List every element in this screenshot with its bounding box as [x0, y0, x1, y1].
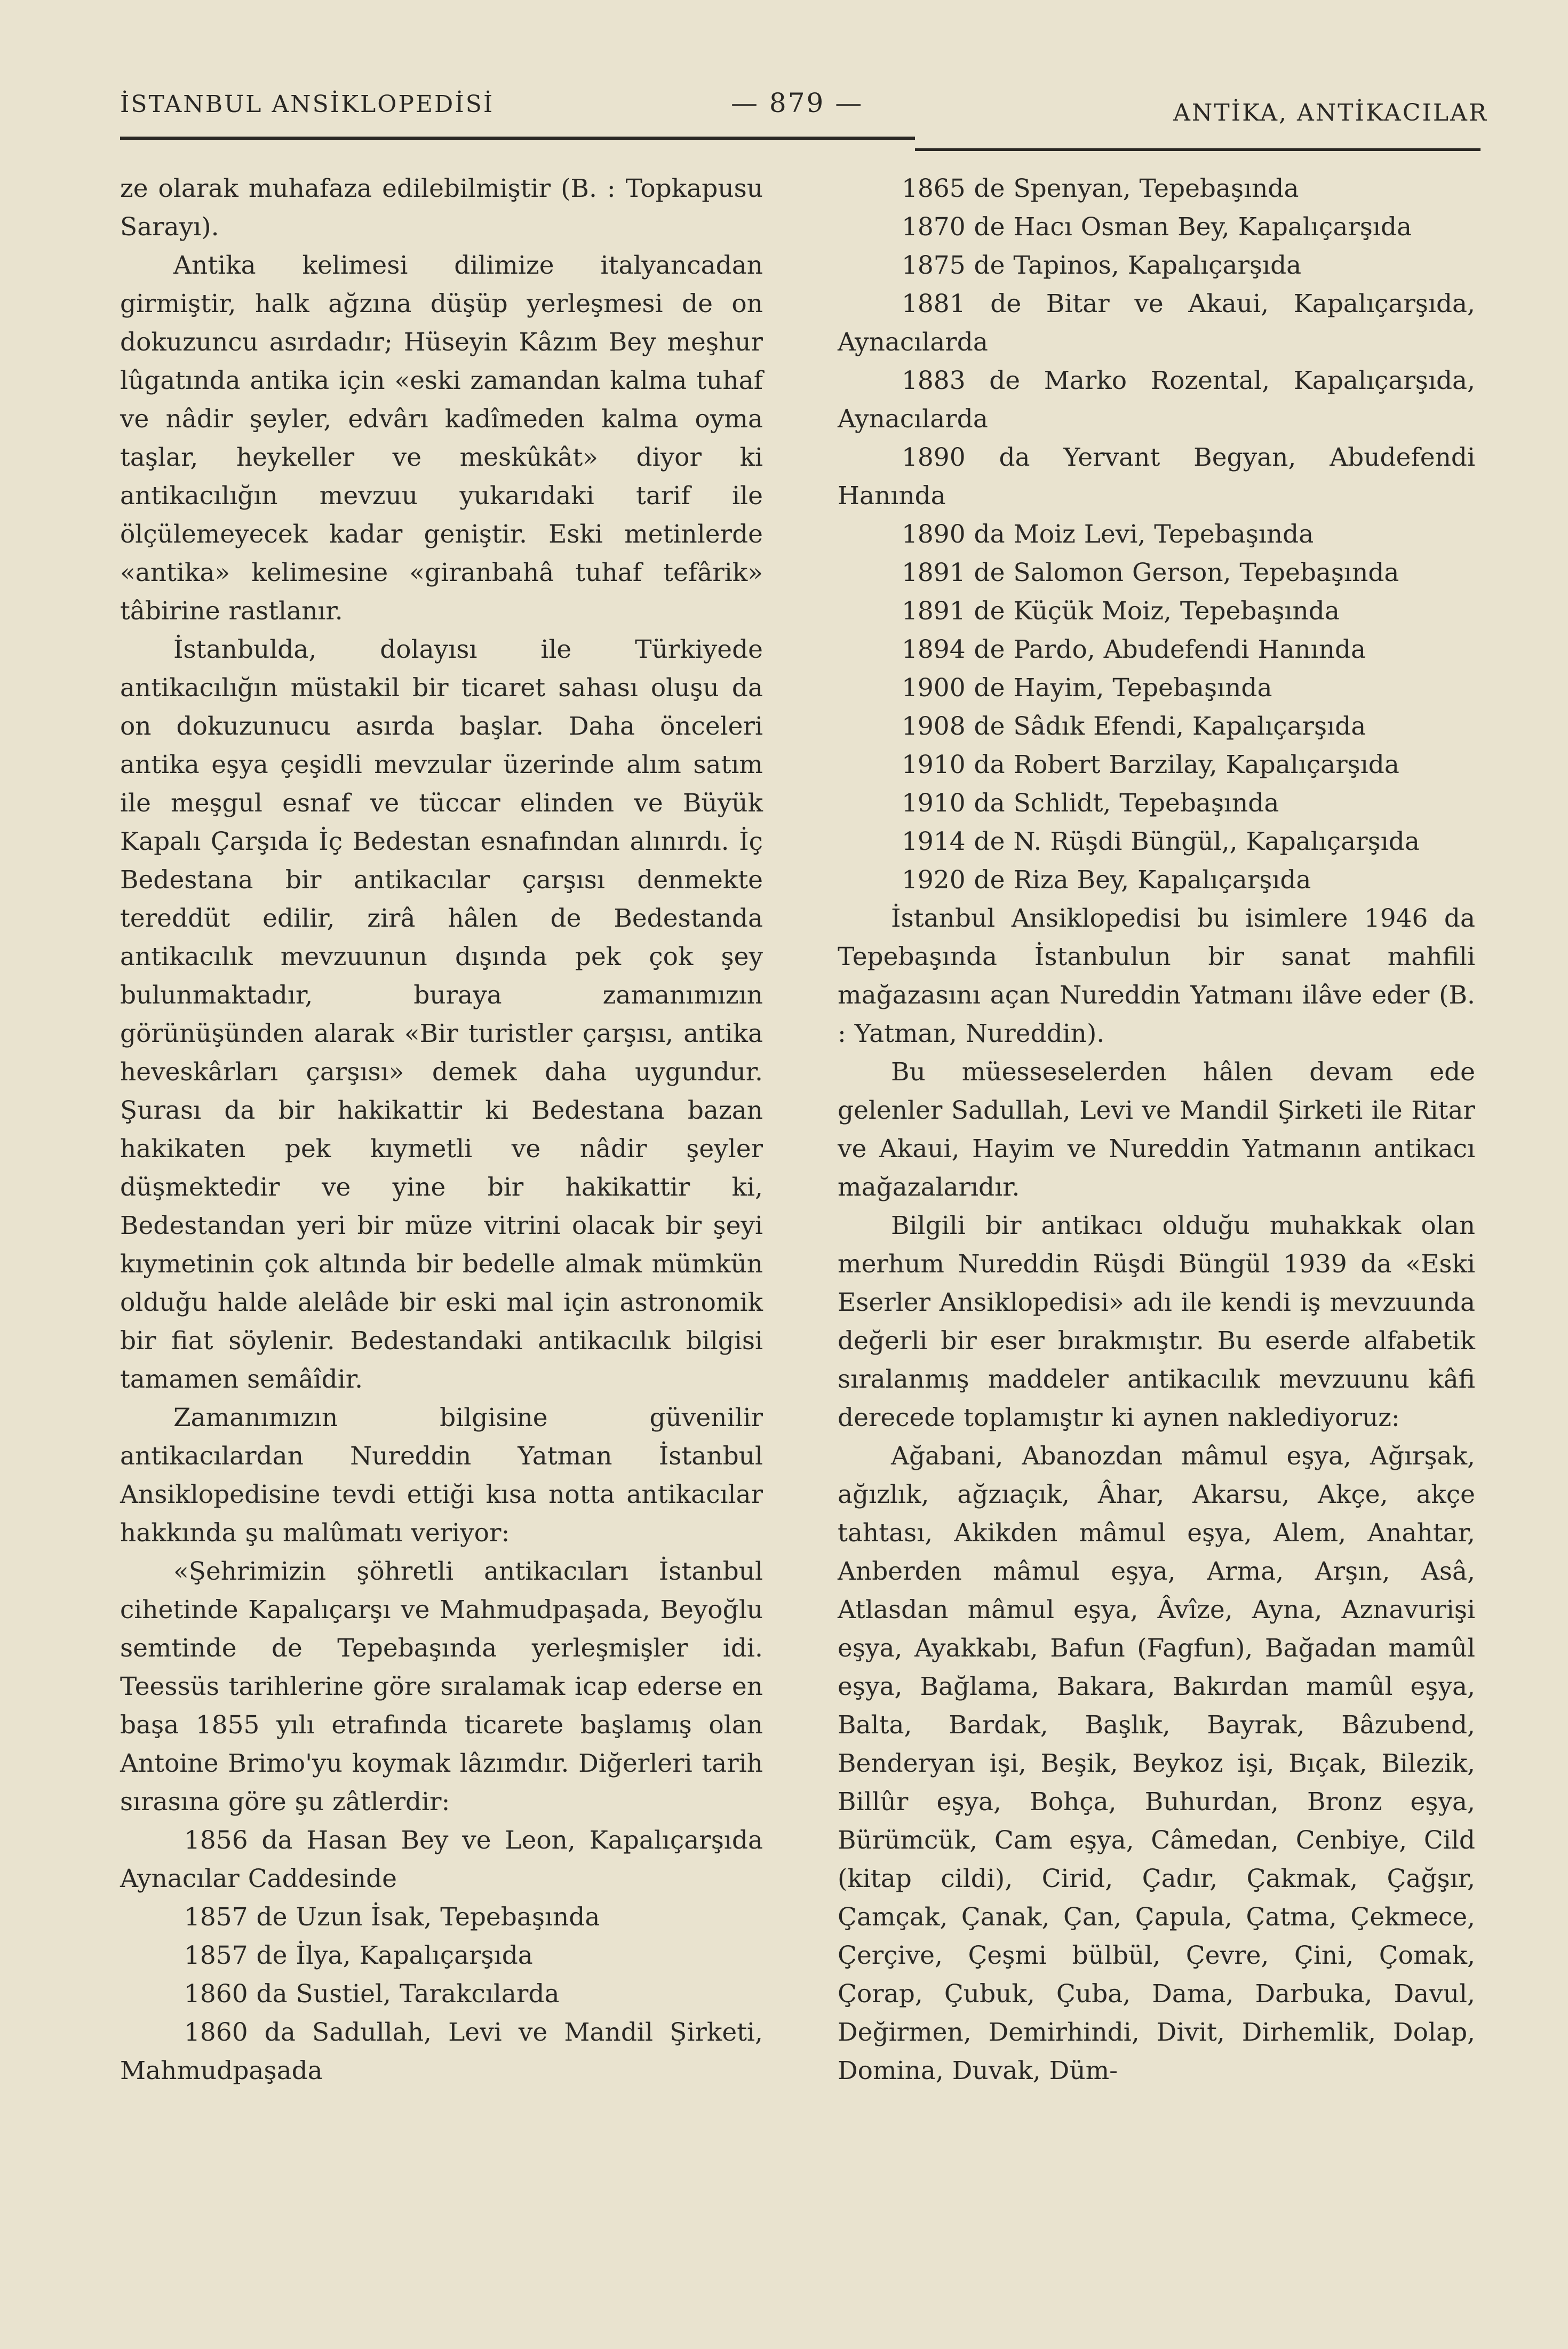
- paragraph: Bu müesseselerden hâlen devam ede gelenler Sadullah, Levi ve Mandil Şirketi ile Ritar ve Akaui, Hayim ve Nureddin Yatmanın antikacı mağazalarıdır.: [838, 1057, 1475, 1202]
- paragraph: İstanbulda, dolayısı ile Türkiyede antikacılığın müstakil bir ticaret sahası oluşu da on dokuzunucu asırda başlar. Daha önceleri antika eşya çeşidli mevzular üzerinde alım satım ile meşgul esnaf ve tüccar elinden ve Büyük Kapalı Çarşıda İç Bedestan esnafından alınırdı. İç Bedestana bir antikacılar çarşısı denmekte tereddüt edilir, zirâ hâlen de Bedestanda antikacılık mevzuunun dışında pek çok şey bulunmaktadır, buraya zamanımızın görünüşünden alarak «Bir turistler çarşısı, antika heveskârları çarşısı» demek daha uygundur. Şurası da bir hakikattir ki Bedestana bazan hakikaten pek kıymetli ve nâdir şeyler düşmektedir ve yine bir hakikattir ki, Bedestandan yeri bir müze vitrini olacak bir şeyi kıymetinin çok altında bir bedelle almak mümkün olduğu halde alelâde bir eski mal için astronomik bir fiat söylenir. Bedestandaki antikacılık bilgisi tamamen semâîdir.: [120, 635, 763, 1394]
- paragraph: Bilgili bir antikacı olduğu muhakkak olan merhum Nureddin Rüşdi Büngül 1939 da «Eski Eserler Ansiklopedisi» adı ile kendi iş mevzuunda değerli bir eser bırakmıştır. Bu eserde alfabetik sıralanmış maddeler antikacılık mevzuunu kâfi derecede toplamıştır ki aynen naklediyoruz:: [838, 1211, 1475, 1432]
- left-column: [120, 170, 763, 2090]
- list-entry: 1910 da Schlidt, Tepebaşında: [902, 789, 1279, 818]
- list-entry: 1870 de Hacı Osman Bey, Kapalıçarşıda: [902, 212, 1412, 242]
- header-publication: İSTANBUL ANSİKLOPEDİSİ: [120, 91, 495, 118]
- list-entry: 1910 da Robert Barzilay, Kapalıçarşıda: [902, 750, 1399, 779]
- list-entry: 1890 da Yervant Begyan, Abudefendi Hanında: [838, 443, 1475, 511]
- list-entry: 1860 da Sustiel, Tarakcılarda: [184, 1979, 560, 2009]
- list-entry: 1890 da Moiz Levi, Tepebaşında: [902, 520, 1314, 549]
- paragraph: Ağabani, Abanozdan mâmul eşya, Ağırşak, ağızlık, ağzıaçık, Âhar, Akarsu, Akçe, akçe tahtası, Akikden mâmul eşya, Alem, Anahtar, Anberden mâmul eşya, Arma, Arşın, Asâ, Atlasdan mâmul eşya, Âvîze, Ayna, Aznavurişi eşya, Ayakkabı, Bafun (Fagfun), Bağadan mamûl eşya, Bağlama, Bakara, Bakırdan mamûl eşya, Balta, Bardak, Başlık, Bayrak, Bâzubend, Benderyan işi, Beşik, Beykoz işi, Bıçak, Bilezik, Billûr eşya, Bohça, Buhurdan, Bronz eşya, Bürümcük, Cam eşya, Câmedan, Cenbiye, Cild (kitap cildi), Cirid, Çadır, Çakmak, Çağşır, Çamçak, Çanak, Çan, Çapula, Çatma, Çekmece, Çerçive, Çeşmi bülbül, Çevre, Çini, Çomak, Çorap, Çubuk, Çuba, Dama, Darbuka, Davul, Değirmen, Demirhindi, Divit, Dirhemlik, Dolap, Domina, Duvak, Düm-: [838, 1442, 1475, 2085]
- list-entry: 1856 da Hasan Bey ve Leon, Kapalıçarşıda Aynacılar Caddesinde: [120, 1826, 763, 1893]
- page-number: — 879 —: [731, 87, 864, 118]
- list-entry: 1857 de İlya, Kapalıçarşıda: [184, 1941, 533, 1970]
- right-column: [838, 170, 1475, 2090]
- header-rule-left: [120, 137, 915, 140]
- list-entry: 1881 de Bitar ve Akaui, Kapalıçarşıda, Aynacılarda: [838, 289, 1475, 357]
- running-header: [0, 80, 1568, 139]
- list-entry: 1920 de Riza Bey, Kapalıçarşıda: [902, 865, 1311, 895]
- list-entry: 1860 da Sadullah, Levi ve Mandil Şirketi, Mahmudpaşada: [120, 2018, 763, 2085]
- list-entry: 1891 de Küçük Moiz, Tepebaşında: [902, 596, 1340, 626]
- list-entry: 1908 de Sâdık Efendi, Kapalıçarşıda: [902, 712, 1366, 741]
- list-entry: 1894 de Pardo, Abudefendi Hanında: [902, 635, 1366, 664]
- list-entry: 1857 de Uzun İsak, Tepebaşında: [184, 1902, 600, 1932]
- paragraph: İstanbul Ansiklopedisi bu isimlere 1946 da Tepebaşında İstanbulun bir sanat mahfili mağazasını açan Nureddin Yatmanı ilâve eder (B. : Yatman, Nureddin).: [838, 904, 1475, 1048]
- paragraph: «Şehrimizin şöhretli antikacıları İstanbul cihetinde Kapalıçarşı ve Mahmudpaşada, Beyoğlu semtinde de Tepebaşında yerleşmişler idi. Teessüs tarihlerine göre sıralamak icap ederse en başa 1855 yılı etrafında ticarete başlamış olan Antoine Brimo'yu koymak lâzımdır. Diğerleri tarih sırasına göre şu zâtlerdir:: [120, 1557, 763, 1817]
- list-entry: 1891 de Salomon Gerson, Tepebaşında: [902, 558, 1399, 587]
- paragraph: ze olarak muhafaza edilebilmiştir (B. : Topkapusu Sarayı).: [120, 174, 763, 242]
- list-entry: 1900 de Hayim, Tepebaşında: [902, 673, 1272, 703]
- header-rule-right: [915, 148, 1481, 151]
- list-entry: 1914 de N. Rüşdi Büngül,, Kapalıçarşıda: [902, 827, 1420, 856]
- paragraph: Zamanımızın bilgisine güvenilir antikacılardan Nureddin Yatman İstanbul Ansiklopedisine tevdi ettiği kısa notta antikacılar hakkında şu malûmatı veriyor:: [120, 1403, 763, 1548]
- list-entry: 1883 de Marko Rozental, Kapalıçarşıda, Aynacılarda: [838, 366, 1475, 434]
- header-topic: ANTİKA, ANTİKACILAR: [1173, 99, 1488, 126]
- list-entry: 1875 de Tapinos, Kapalıçarşıda: [902, 251, 1302, 280]
- list-entry: 1865 de Spenyan, Tepebaşında: [902, 174, 1299, 203]
- paragraph: Antika kelimesi dilimize italyancadan girmiştir, halk ağzına düşüp yerleşmesi de on dokuzuncu asırdadır; Hüseyin Kâzım Bey meşhur lûgatında antika için «eski zamandan kalma tuhaf ve nâdir şeyler, edvârı kadîmeden kalma oyma taşlar, heykeller ve meskûkât» diyor ki antikacılığın mevzuu yukarıdaki tarif ile ölçülemeyecek kadar geniştir. Eski metinlerde «antika» kelimesine «giranbahâ tuhaf tefârik» tâbirine rastlanır.: [120, 251, 763, 626]
